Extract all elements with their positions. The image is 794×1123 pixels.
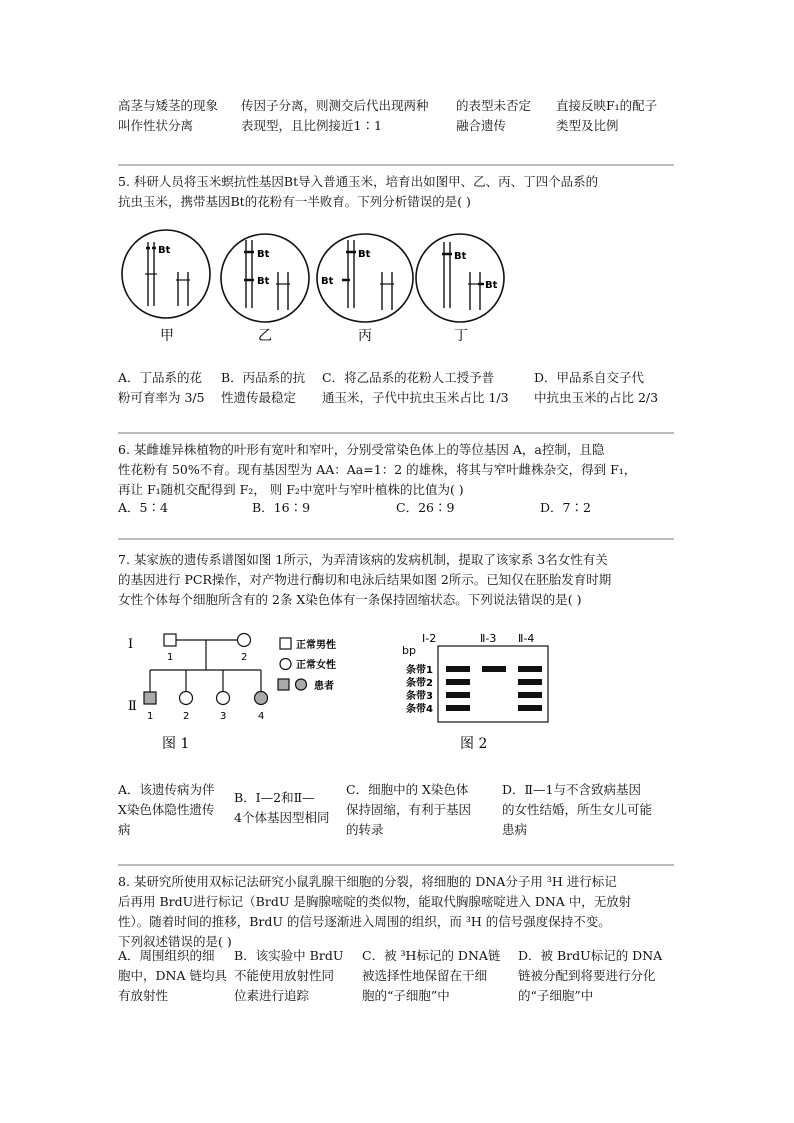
option-c bbox=[322, 368, 509, 408]
text-line: 传因子分离，则测交后代出现两种 bbox=[241, 98, 429, 113]
text-line: 的基因进行 PCR操作，对产物进行酶切和电泳后结果如图 2所示。已知仅在胚胎发育时期 bbox=[118, 572, 612, 587]
electrophoresis-figure bbox=[402, 628, 572, 758]
text-line: 后再用 BrdU进行标记（BrdU 是胸腺嘧啶的类似物，能取代胸腺嘧啶进入 DNA 中，无放射 bbox=[118, 894, 632, 909]
gel-band bbox=[518, 705, 542, 711]
band-label: 条带4 bbox=[406, 704, 433, 715]
text-line: 类型及比例 bbox=[556, 118, 619, 133]
legend-female-icon bbox=[280, 659, 291, 670]
q4-col-b bbox=[241, 96, 429, 136]
text-line: 患病 bbox=[502, 822, 528, 837]
text-line: 有放射性 bbox=[118, 988, 169, 1003]
gel-band bbox=[482, 666, 506, 672]
text-line: 胞中，DNA 链均具 bbox=[118, 968, 227, 983]
gel-band bbox=[518, 679, 542, 685]
option-b bbox=[234, 788, 329, 828]
option-c: C．26∶9 bbox=[396, 500, 455, 515]
option-d bbox=[518, 946, 662, 1006]
text-line: 抗虫玉米，携带基因Bt的花粉有一半败育。下列分析错误的是( ) bbox=[118, 194, 471, 209]
text-line: D．Ⅱ—1与不含致病基因 bbox=[502, 782, 641, 797]
text-line: 性遗传最稳定 bbox=[221, 390, 297, 405]
text-line: 病 bbox=[118, 822, 131, 837]
individual-number: 1 bbox=[167, 652, 174, 663]
individual-number: 2 bbox=[241, 652, 248, 663]
text-line: 中抗虫玉米的占比 2/3 bbox=[534, 390, 659, 405]
text-line: 融合遗传 bbox=[456, 118, 507, 133]
text-line: 5. 科研人员将玉米螟抗性基因Bt导入普通玉米，培育出如图甲、乙、丙、丁四个品系的 bbox=[118, 174, 599, 189]
option-c bbox=[362, 946, 500, 1006]
normal-male-symbol bbox=[164, 634, 176, 646]
divider bbox=[118, 864, 674, 866]
text-line: 通玉米，子代中抗虫玉米占比 1/3 bbox=[322, 390, 509, 405]
cell-jia bbox=[122, 230, 210, 318]
individual-number: 1 bbox=[147, 711, 154, 722]
option-a bbox=[118, 368, 205, 408]
text-line: 高茎与矮茎的现象 bbox=[118, 98, 219, 113]
option-d bbox=[502, 780, 652, 840]
text-line: D．甲品系自交子代 bbox=[534, 370, 645, 385]
lane-label: Ⅱ-4 bbox=[518, 632, 535, 645]
text-line: A．该遗传病为伴 bbox=[118, 782, 215, 797]
bt-label: Bt bbox=[257, 249, 270, 260]
text-line: C．将乙品系的花粉人工授予普 bbox=[322, 370, 495, 385]
text-line: 4个体基因型相同 bbox=[234, 810, 330, 825]
option-c bbox=[346, 780, 471, 840]
cell-label: 丁 bbox=[454, 328, 468, 344]
text-line: A．周围组织的细 bbox=[118, 948, 215, 963]
option-d: D．7∶2 bbox=[540, 500, 591, 515]
gel-band bbox=[518, 692, 542, 698]
text-line: 7. 某家族的遗传系谱图如图 1所示，为弄清该病的发病机制，提取了该家系 3名女性有关 bbox=[118, 552, 608, 567]
text-line: 粉可育率为 3/5 bbox=[118, 390, 205, 405]
option-b bbox=[234, 946, 343, 1006]
text-line: B．Ⅰ—2和Ⅱ— bbox=[234, 790, 315, 805]
legend-male-icon bbox=[280, 638, 291, 649]
text-line: 叫作性状分离 bbox=[118, 118, 194, 133]
cell-label: 乙 bbox=[258, 328, 272, 344]
option-a bbox=[118, 946, 227, 1006]
text-line: 胞的“子细胞”中 bbox=[362, 988, 450, 1003]
text-line: X染色体隐性遗传 bbox=[118, 802, 215, 817]
gel-band bbox=[446, 692, 470, 698]
generation-label: Ⅱ bbox=[128, 699, 137, 714]
cell-bing bbox=[317, 234, 413, 322]
text-line: 直接反映F₁的配子 bbox=[556, 98, 658, 113]
divider bbox=[118, 538, 674, 540]
individual-number: 2 bbox=[183, 711, 190, 722]
text-line: 表现型，且比例接近1∶1 bbox=[241, 118, 382, 133]
bt-label: Bt bbox=[158, 245, 171, 256]
figure-caption: 图 2 bbox=[460, 736, 488, 752]
band-label: 条带3 bbox=[406, 691, 433, 702]
text-line: 下列叙述错误的是( ) bbox=[118, 934, 232, 949]
text-line: A．丁品系的花 bbox=[118, 370, 203, 385]
q4-col-c bbox=[456, 96, 531, 136]
option-d bbox=[534, 368, 658, 408]
affected-female-symbol bbox=[255, 692, 268, 705]
text-line: 保持固缩，有利于基因 bbox=[346, 802, 472, 817]
bt-label: Bt bbox=[454, 251, 467, 262]
q7-stem bbox=[118, 550, 611, 610]
text-line: 再让 F₁随机交配得到 F₂， 则 F₂中宽叶与窄叶植株的比值为( ) bbox=[118, 482, 464, 497]
text-line: 的女性结婚，所生女儿可能 bbox=[502, 802, 653, 817]
text-line: B．丙品系的抗 bbox=[221, 370, 306, 385]
q5-chromosome-figure bbox=[118, 226, 688, 356]
normal-female-symbol bbox=[238, 634, 251, 647]
gel-band bbox=[446, 679, 470, 685]
text-line: D．被 BrdU标记的 DNA bbox=[518, 948, 663, 963]
q4-col-a bbox=[118, 96, 218, 136]
text-line: B．该实验中 BrdU bbox=[234, 948, 344, 963]
option-a bbox=[118, 780, 215, 840]
option-b bbox=[221, 368, 305, 408]
bt-label: Bt bbox=[485, 280, 498, 291]
cell-label: 丙 bbox=[358, 328, 372, 344]
gel-band bbox=[446, 705, 470, 711]
affected-male-symbol bbox=[144, 692, 156, 704]
legend-label: 正常男性 bbox=[296, 640, 336, 651]
text-line: C．细胞中的 X染色体 bbox=[346, 782, 469, 797]
gel-band bbox=[446, 666, 470, 672]
gel-band bbox=[518, 666, 542, 672]
text-line: 的表型未否定 bbox=[456, 98, 532, 113]
band-label: 条带2 bbox=[406, 678, 433, 689]
bt-label: Bt bbox=[257, 276, 270, 287]
lane-label: Ⅰ-2 bbox=[422, 632, 437, 645]
divider bbox=[118, 432, 674, 434]
legend-label: 患者 bbox=[314, 681, 334, 692]
normal-female-symbol bbox=[180, 692, 193, 705]
legend-affected-female-icon bbox=[296, 679, 307, 690]
text-line: 8. 某研究所使用双标记法研究小鼠乳腺干细胞的分裂，将细胞的 DNA分子用 ³H 进行标记 bbox=[118, 874, 617, 889]
bp-label: bp bbox=[402, 644, 416, 657]
text-line: 的“子细胞”中 bbox=[518, 988, 594, 1003]
bt-label: Bt bbox=[321, 276, 334, 287]
text-line: 链被分配到将要进行分化 bbox=[518, 968, 656, 983]
figure-caption: 图 1 bbox=[162, 736, 190, 752]
lane-label: Ⅱ-3 bbox=[480, 632, 497, 645]
normal-female-symbol bbox=[217, 692, 230, 705]
text-line: 不能使用放射性同 bbox=[234, 968, 335, 983]
text-line: 的转录 bbox=[346, 822, 384, 837]
text-line: 位素进行追踪 bbox=[234, 988, 310, 1003]
q6-stem bbox=[118, 440, 636, 500]
q4-col-d bbox=[556, 96, 657, 136]
text-line: 被选择性地保留在干细 bbox=[362, 968, 488, 983]
cell-yi bbox=[221, 234, 309, 322]
divider bbox=[118, 164, 674, 166]
legend-label: 正常女性 bbox=[296, 660, 336, 671]
q8-stem bbox=[118, 872, 631, 952]
text-line: 性花粉有 50%不育。现有基因型为 AA：Aa=1：2 的雄株，将其与窄叶雌株杂交，得到 F₁， bbox=[118, 462, 637, 477]
generation-label: Ⅰ bbox=[128, 637, 134, 652]
text-line: 6. 某雌雄异株植物的叶形有宽叶和窄叶，分别受常染色体上的等位基因 A，a控制，且隐 bbox=[118, 442, 605, 457]
individual-number: 4 bbox=[258, 711, 265, 722]
text-line: 女性个体每个细胞所含有的 2条 X染色体有一条保持固缩状态。下列说法错误的是( ) bbox=[118, 592, 582, 607]
text-line: 性）。随着时间的推移，BrdU 的信号逐渐进入周围的组织，而 ³H 的信号强度保持不变。 bbox=[118, 914, 611, 929]
pedigree-figure bbox=[118, 624, 388, 764]
option-a: A．5∶4 bbox=[118, 500, 168, 515]
cell-label: 甲 bbox=[160, 328, 174, 344]
text-line: C．被 ³H标记的 DNA链 bbox=[362, 948, 501, 963]
bt-label: Bt bbox=[358, 249, 371, 260]
cell-ding bbox=[416, 234, 504, 322]
individual-number: 3 bbox=[220, 711, 227, 722]
option-b: B．16∶9 bbox=[252, 500, 311, 515]
q5-stem bbox=[118, 172, 598, 212]
band-label: 条带1 bbox=[406, 665, 433, 676]
legend-affected-male-icon bbox=[278, 679, 289, 690]
